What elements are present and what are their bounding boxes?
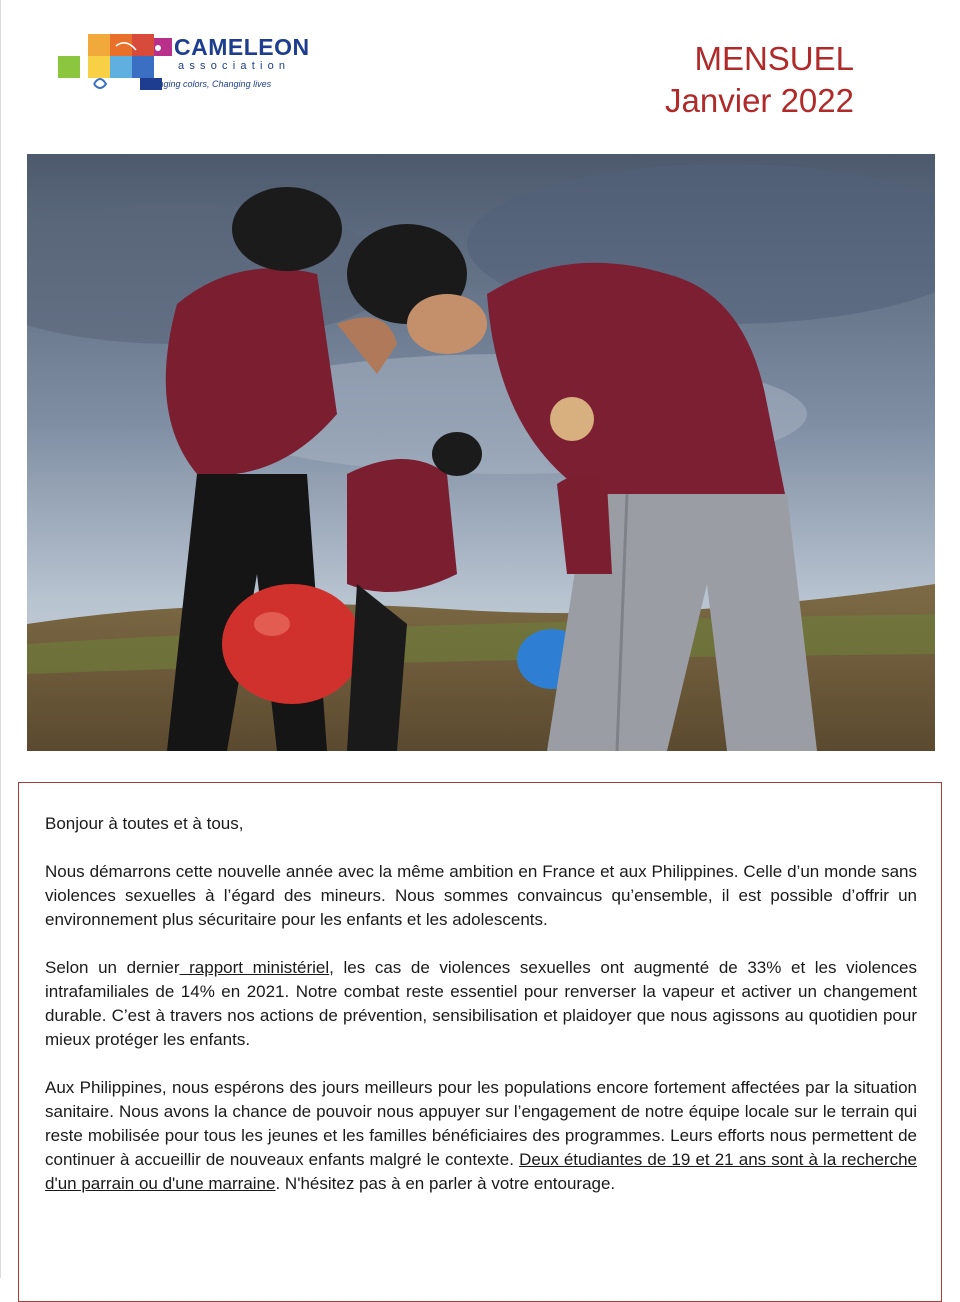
newsletter-date: Janvier 2022 bbox=[665, 82, 854, 119]
logo-name: CAMELEON bbox=[174, 34, 310, 60]
newsletter-title: MENSUEL bbox=[694, 40, 854, 77]
logo-subtitle: association bbox=[178, 60, 291, 72]
paragraph-3-start: Aux Philippines, nous espérons des jours meilleurs pour les populations encore fortement affectées par la situation sanitaire. Nous avons la chance de pouvoir nous appuyer sur l’engagement de notre équipe locale sur le terrain qui reste mobilisée pour tous les jeunes et les familles bénéficiaires des programmes. Leurs efforts nous permettent de continuer à accueillir de nouveaux enfants malgré le contexte. bbox=[45, 1078, 917, 1169]
logo-tagline: Changing colors, Changing lives bbox=[142, 79, 272, 89]
paragraph-3-end: . N'hésitez pas à en parler à votre entourage. bbox=[275, 1174, 616, 1193]
paragraph-2-start: Selon un dernier bbox=[45, 958, 180, 977]
paragraph-3 bbox=[45, 1076, 917, 1196]
logo-mosaic-icon bbox=[58, 34, 176, 100]
paragraph-2-end: , les cas de violences sexuelles ont augmenté de 33% et les violences intrafamiliales de 14% en 2021. Notre combat reste essentiel pour renverser la vapeur et activer un changement durable. C’est à travers nos actions de prévention, sensibilisation et plaidoyer que nous agissons au quotidien pour mieux protéger les enfants. bbox=[45, 958, 917, 1049]
greeting: Bonjour à toutes et à tous, bbox=[45, 814, 244, 833]
rapport-ministeriel-link[interactable]: rapport ministériel bbox=[179, 958, 330, 977]
cameleon-logo[interactable] bbox=[58, 30, 328, 100]
page-edge bbox=[0, 0, 1, 1278]
hero-photo bbox=[27, 154, 935, 751]
paragraph-1: Nous démarrons cette nouvelle année avec la même ambition en France et aux Philippines. Celle d’un monde sans violences sexuelles à l’égard des mineurs. Nous sommes convaincus qu’ensemble, il est possible d’offrir un environnement plus sécuritaire pour les enfants et les adolescents. bbox=[45, 862, 917, 929]
paragraph-2 bbox=[45, 956, 917, 1052]
intro-text bbox=[45, 812, 917, 1220]
parrainage-link[interactable]: Deux étudiantes de 19 et 21 ans sont à la recherche d'un parrain ou d'une marraine bbox=[45, 1150, 917, 1193]
